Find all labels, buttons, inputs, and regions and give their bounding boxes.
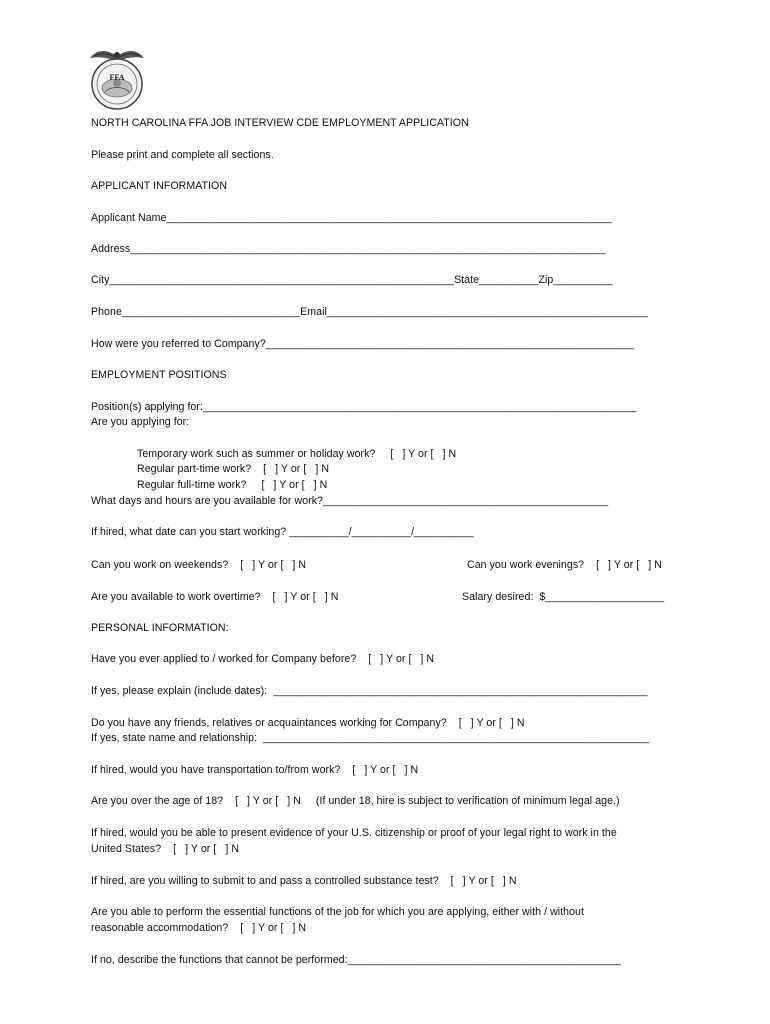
applicant-name-field[interactable]: Applicant Name___________________________________________________________________________ <box>91 212 613 224</box>
referral-field[interactable]: How were you referred to Company?______________________________________________________________ <box>91 338 635 350</box>
citizenship-answer[interactable]: United States? [ ] Y or [ ] N <box>91 843 240 855</box>
salary-field[interactable]: Salary desired: $____________________ <box>462 591 665 603</box>
address-field[interactable]: Address________________________________________________________________________________ <box>91 243 606 255</box>
essential-functions-question: Are you able to perform the essential functions of the job for which you are applying, either with / without <box>91 906 584 918</box>
age-question[interactable]: Are you over the age of 18? [ ] Y or [ ] N (If under 18, hire is subject to verification of minimum legal age.) <box>91 795 620 807</box>
days-hours-field[interactable]: What days and hours are you available for work?________________________________________________ <box>91 495 609 507</box>
ffa-emblem-icon <box>88 44 146 112</box>
temporary-work-question[interactable]: Temporary work such as summer or holiday work? [ ] Y or [ ] N <box>137 448 457 460</box>
applied-before-question[interactable]: Have you ever applied to / worked for Company before? [ ] Y or [ ] N <box>91 653 435 665</box>
logo-text: FFA <box>109 73 125 82</box>
part-time-question[interactable]: Regular part-time work? [ ] Y or [ ] N <box>137 463 330 475</box>
positions-field[interactable]: Position(s) applying for:_________________________________________________________________________ <box>91 401 637 413</box>
essential-functions-answer[interactable]: reasonable accommodation? [ ] Y or [ ] N <box>91 922 307 934</box>
full-time-question[interactable]: Regular full-time work? [ ] Y or [ ] N <box>137 479 328 491</box>
overtime-question[interactable]: Are you available to work overtime? [ ] Y or [ ] N <box>91 591 339 603</box>
start-date-field[interactable]: If hired, what date can you start working? __________/__________/__________ <box>91 526 474 538</box>
section-heading-applicant: APPLICANT INFORMATION <box>91 180 228 192</box>
friends-question[interactable]: Do you have any friends, relatives or acquaintances working for Company? [ ] Y or [ ] N <box>91 717 525 729</box>
applying-for-label: Are you applying for: <box>91 416 190 428</box>
city-state-zip-field[interactable]: City__________________________________________________________State__________Zip__________ <box>91 274 613 286</box>
phone-email-field[interactable]: Phone______________________________Email______________________________________________________ <box>91 306 648 318</box>
weekends-question[interactable]: Can you work on weekends? [ ] Y or [ ] N <box>91 559 307 571</box>
citizenship-question: If hired, would you be able to present evidence of your U.S. citizenship or proof of your legal right to work in the <box>91 827 617 839</box>
instructions: Please print and complete all sections. <box>91 149 274 161</box>
section-heading-personal: PERSONAL INFORMATION: <box>91 622 229 634</box>
substance-test-question[interactable]: If hired, are you willing to submit to and pass a controlled substance test? [ ] Y or [ ] N <box>91 875 517 887</box>
relationship-field[interactable]: If yes, state name and relationship: _________________________________________________________________ <box>91 732 650 744</box>
evenings-question[interactable]: Can you work evenings? [ ] Y or [ ] N <box>467 559 662 571</box>
functions-not-performed-field[interactable]: If no, describe the functions that cannot be performed:______________________________________________ <box>91 954 621 966</box>
explain-dates-field[interactable]: If yes, please explain (include dates): _______________________________________________________________ <box>91 685 648 697</box>
section-heading-employment: EMPLOYMENT POSITIONS <box>91 369 227 381</box>
form-title: NORTH CAROLINA FFA JOB INTERVIEW CDE EMPLOYMENT APPLICATION <box>91 117 469 129</box>
transportation-question[interactable]: If hired, would you have transportation to/from work? [ ] Y or [ ] N <box>91 764 419 776</box>
